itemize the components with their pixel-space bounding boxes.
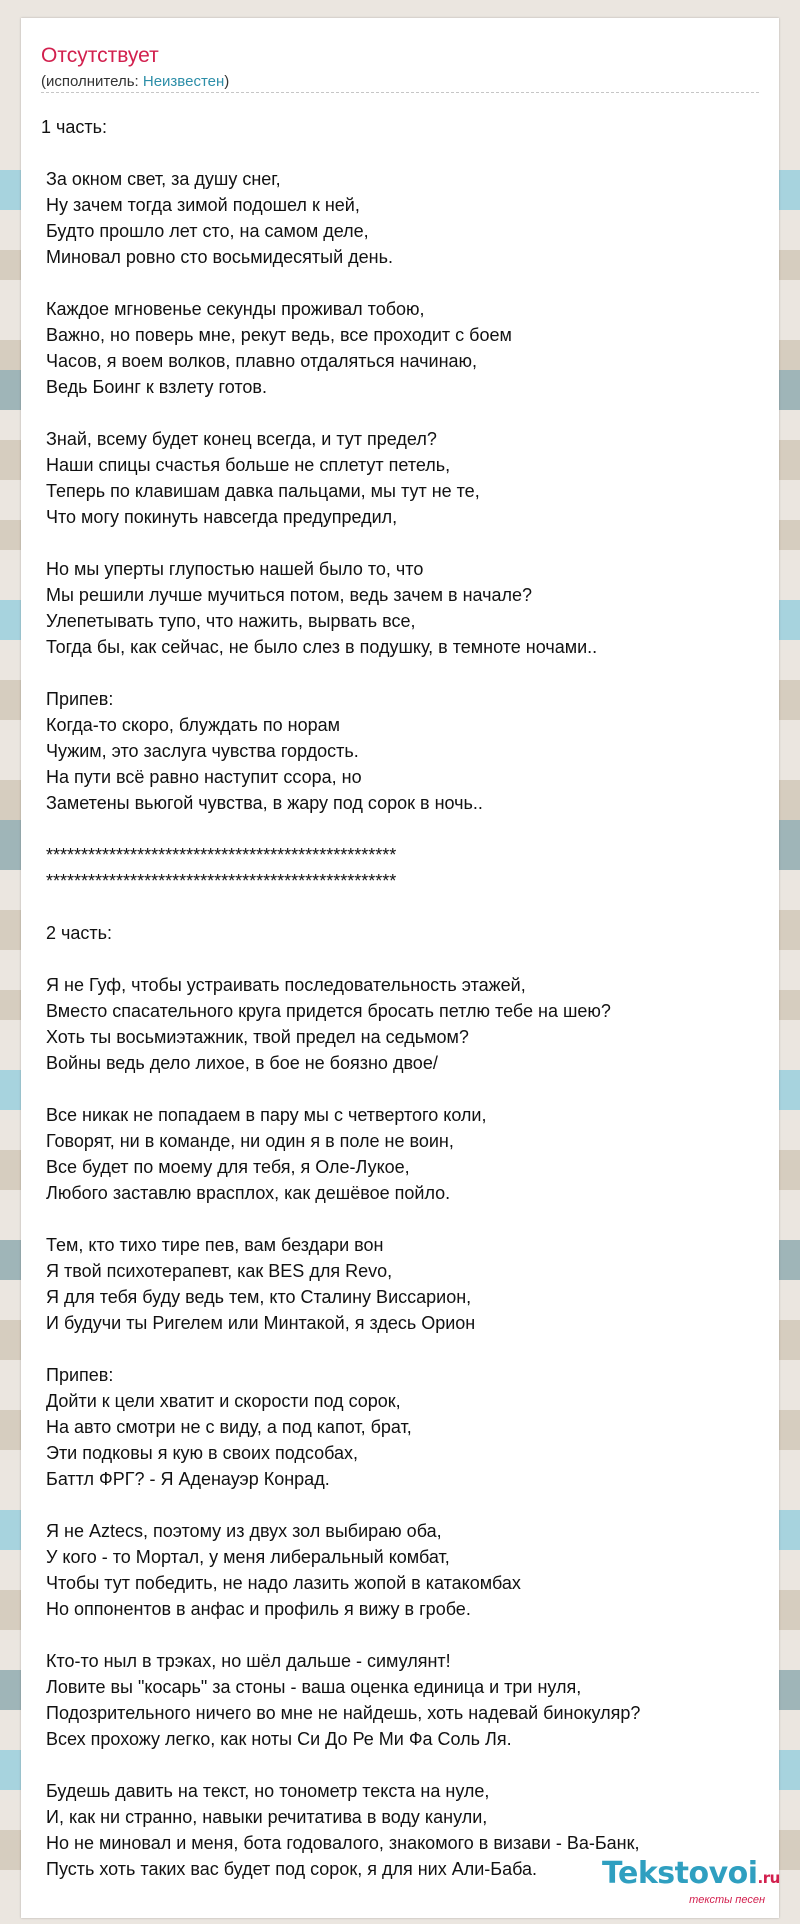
lyrics-line: Тогда бы, как сейчас, не было слез в подушку, в темноте ночами..: [41, 637, 598, 657]
lyrics-line: Эти подковы я кую в своих подсобах,: [41, 1443, 358, 1463]
performer-link[interactable]: Неизвестен: [142, 73, 225, 90]
lyrics-blank-line: [41, 270, 640, 296]
lyrics-line: Подозрительного ничего во мне не найдешь, хоть надевай бинокуляр?: [41, 1703, 641, 1723]
lyrics-line: Часов, я воем волков, плавно отдаляться начинаю,: [41, 351, 478, 371]
lyrics-line: Я твой психотерапевт, как BES для Revo,: [41, 1261, 393, 1281]
performer-prefix: (исполнитель:: [41, 73, 143, 90]
lyrics-text: [41, 114, 640, 1882]
lyrics-line: Кто-то ныл в трэках, но шёл дальше - симулянт!: [41, 1651, 451, 1671]
performer-suffix: ): [224, 73, 230, 90]
lyrics-blank-line: [41, 1336, 640, 1362]
lyrics-line: Ну зачем тогда зимой подошел к ней,: [41, 195, 360, 215]
lyrics-line: Ловите вы "косарь" за стоны - ваша оценка единица и три нуля,: [41, 1677, 582, 1697]
lyrics-line: Каждое мгновенье секунды проживал тобою,: [41, 299, 425, 319]
lyrics-line: Баттл ФРГ? - Я Аденауэр Конрад.: [41, 1469, 330, 1489]
lyrics-line: Все будет по моему для тебя, я Оле-Лукое,: [41, 1157, 410, 1177]
lyrics-line: Я не Aztecs, поэтому из двух зол выбираю оба,: [41, 1521, 442, 1541]
lyrics-line: Все никак не попадаем в пару мы с четвертого коли,: [41, 1105, 487, 1125]
lyrics-line: Мы решили лучше мучиться потом, ведь зачем в начале?: [41, 585, 533, 605]
lyrics-line: 2 часть:: [41, 923, 113, 943]
lyrics-line: На авто смотри не с виду, а под капот, брат,: [41, 1417, 412, 1437]
lyrics-blank-line: [41, 816, 640, 842]
lyrics-line: И, как ни странно, навыки речитатива в воду канули,: [41, 1807, 488, 1827]
lyrics-blank-line: [41, 1492, 640, 1518]
lyrics-line: За окном свет, за душу снег,: [41, 169, 281, 189]
lyrics-blank-line: [41, 1206, 640, 1232]
lyrics-line: Улепетывать тупо, что нажить, вырвать все,: [41, 611, 416, 631]
lyrics-line: Заметены вьюгой чувства, в жару под сорок в ночь..: [41, 793, 483, 813]
lyrics-line: Чужим, это заслуга чувства гордость.: [41, 741, 359, 761]
lyrics-line: Припев:: [41, 1365, 114, 1385]
lyrics-blank-line: [41, 140, 640, 166]
lyrics-line: Важно, но поверь мне, рекут ведь, все проходит с боем: [41, 325, 512, 345]
lyrics-line: Теперь по клавишам давка пальцами, мы тут не те,: [41, 481, 480, 501]
logo-tld: .ru: [757, 1869, 780, 1887]
lyrics-line: Войны ведь дело лихое, в бое не боязно двое/: [41, 1053, 438, 1073]
lyrics-line: Дойти к цели хватит и скорости под сорок,: [41, 1391, 401, 1411]
lyrics-line: 1 часть:: [41, 117, 108, 137]
site-logo[interactable]: [594, 1856, 779, 1914]
lyrics-blank-line: [41, 946, 640, 972]
lyrics-line: Говорят, ни в команде, ни один я в поле не воин,: [41, 1131, 454, 1151]
lyrics-line: На пути всё равно наступит ссора, но: [41, 767, 362, 787]
lyrics-blank-line: [41, 400, 640, 426]
lyrics-line: И будучи ты Ригелем или Минтакой, я здесь Орион: [41, 1313, 476, 1333]
lyrics-line: Что могу покинуть навсегда предупредил,: [41, 507, 398, 527]
lyrics-line: У кого - то Мортал, у меня либеральный комбат,: [41, 1547, 450, 1567]
logo-tagline: тексты песен: [689, 1894, 765, 1906]
logo-wordmark: [602, 1856, 780, 1891]
lyrics-card: [21, 18, 779, 1918]
lyrics-blank-line: [41, 530, 640, 556]
lyrics-line: Миновал ровно сто восьмидесятый день.: [41, 247, 393, 267]
lyrics-line: Вместо спасательного круга придется бросать петлю тебе на шею?: [41, 1001, 611, 1021]
lyrics-line: Когда-то скоро, блуждать по норам: [41, 715, 341, 735]
lyrics-blank-line: [41, 1752, 640, 1778]
title-divider: [41, 92, 759, 93]
lyrics-line: Припев:: [41, 689, 114, 709]
lyrics-line: Знай, всему будет конец всегда, и тут предел?: [41, 429, 437, 449]
lyrics-line: Но оппонентов в анфас и профиль я вижу в гробе.: [41, 1599, 471, 1619]
song-title: Отсутствует: [41, 44, 159, 67]
lyrics-line: **************************************************: [41, 845, 397, 865]
lyrics-line: Я не Гуф, чтобы устраивать последовательность этажей,: [41, 975, 526, 995]
logo-main-text: Tekstovoi: [602, 1856, 758, 1891]
lyrics-line: Всех прохожу легко, как ноты Си До Ре Ми Фа Соль Ля.: [41, 1729, 512, 1749]
lyrics-line: Но мы уперты глупостью нашей было то, что: [41, 559, 424, 579]
lyrics-line: Будто прошло лет сто, на самом деле,: [41, 221, 369, 241]
lyrics-line: Хоть ты восьмиэтажник, твой предел на седьмом?: [41, 1027, 469, 1047]
lyrics-blank-line: [41, 1622, 640, 1648]
lyrics-line: Наши спицы счастья больше не сплетут петель,: [41, 455, 451, 475]
lyrics-blank-line: [41, 894, 640, 920]
lyrics-line: **************************************************: [41, 871, 397, 891]
performer-line: [41, 73, 229, 90]
lyrics-blank-line: [41, 1076, 640, 1102]
lyrics-line: Тем, кто тихо тире пев, вам бездари вон: [41, 1235, 384, 1255]
lyrics-line: Ведь Боинг к взлету готов.: [41, 377, 267, 397]
lyrics-line: Будешь давить на текст, но тонометр текста на нуле,: [41, 1781, 490, 1801]
lyrics-line: Я для тебя буду ведь тем, кто Сталину Виссарион,: [41, 1287, 472, 1307]
lyrics-line: Чтобы тут победить, не надо лазить жопой в катакомбах: [41, 1573, 521, 1593]
lyrics-line: Но не миновал и меня, бота годовалого, знакомого в визави - Ва-Банк,: [41, 1833, 640, 1853]
lyrics-blank-line: [41, 660, 640, 686]
lyrics-line: Пусть хоть таких вас будет под сорок, я для них Али-Баба.: [41, 1859, 537, 1879]
lyrics-line: Любого заставлю врасплох, как дешёвое пойло.: [41, 1183, 451, 1203]
